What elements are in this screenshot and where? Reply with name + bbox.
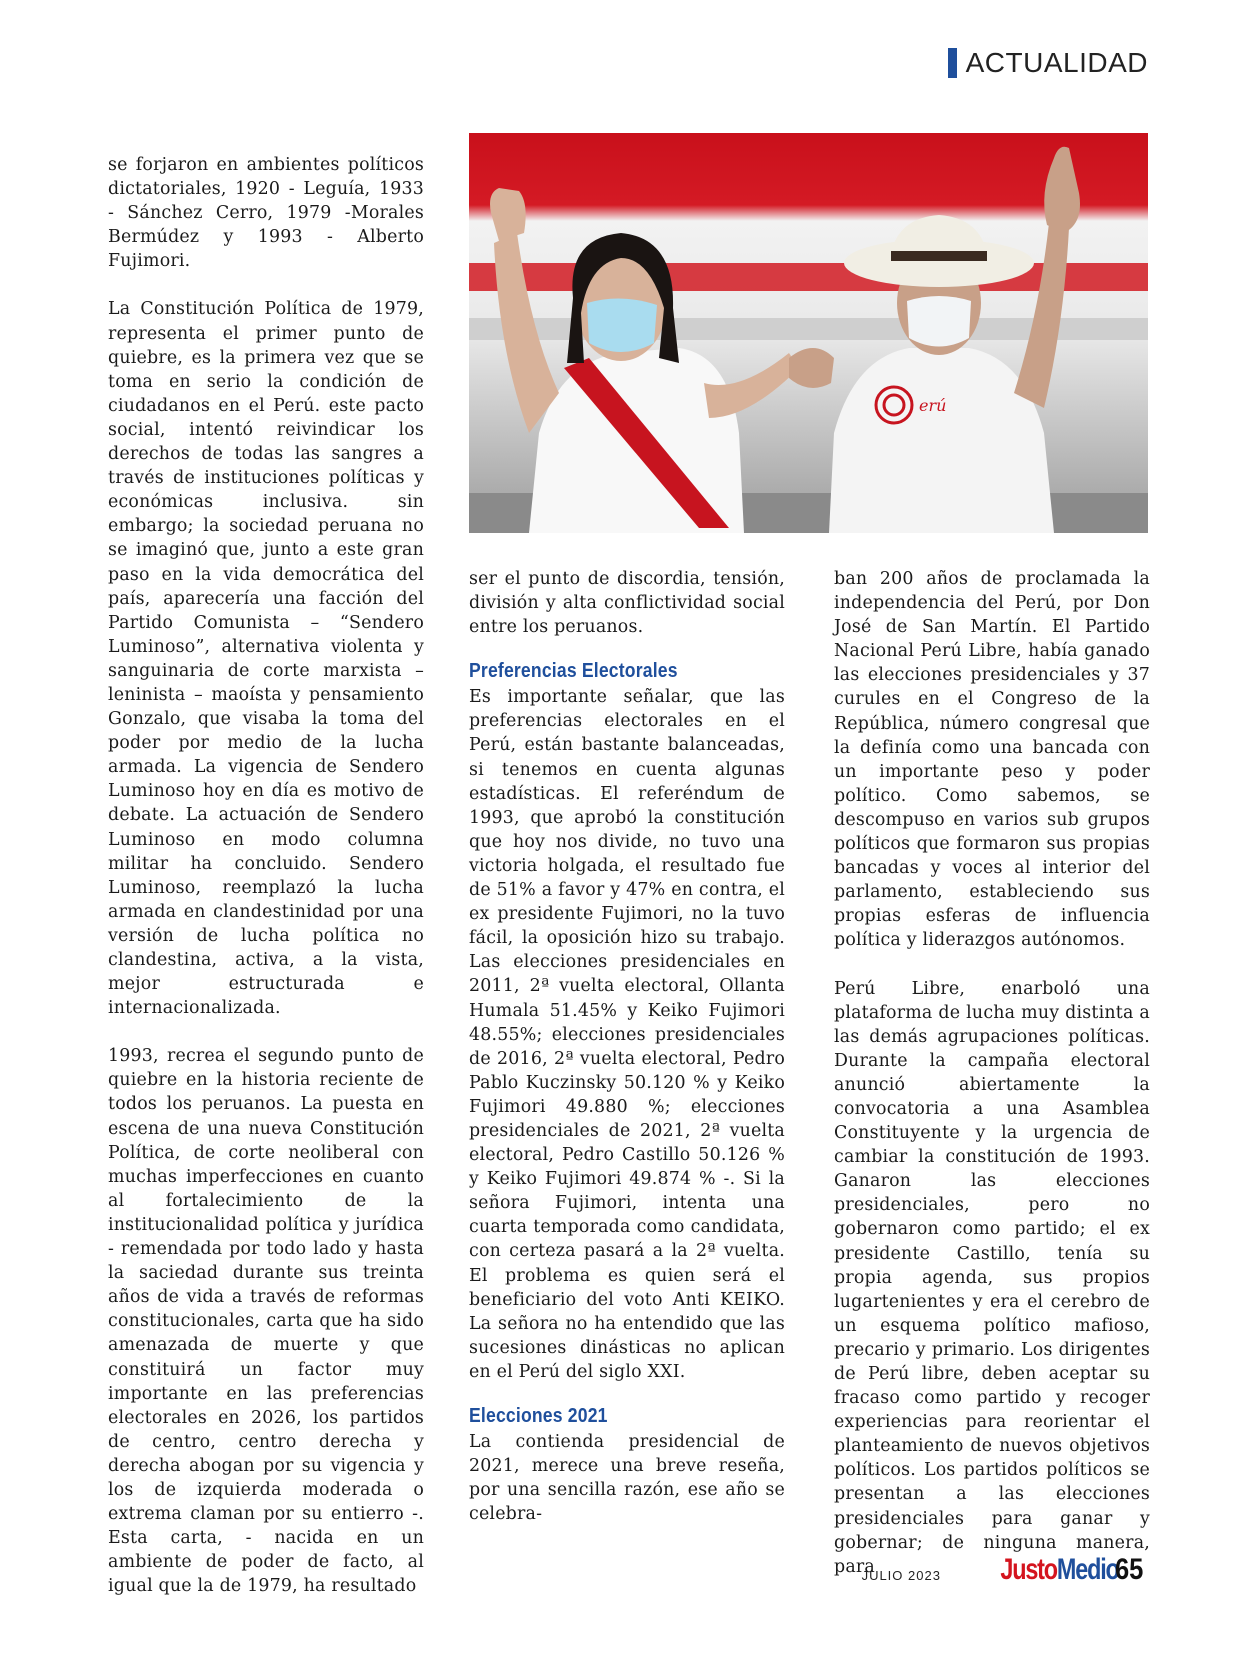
page-footer xyxy=(862,1550,1148,1590)
photo-illustration xyxy=(469,133,1148,533)
magazine-logo xyxy=(1000,1553,1118,1587)
paragraph: se forjaron en ambientes políticos dictatoriales, 1920 - Leguía, 1933 - Sánchez Cerro, 1979 -Morales Bermúdez y 1993 - Alberto Fujimori. xyxy=(108,155,424,272)
section-header xyxy=(948,48,1148,78)
paragraph: Perú Libre, enarboló una plataforma de lucha muy distinta a las demás agrupaciones políticas. Durante la campaña electoral anunció abiertamente la convocatoria a una Asamblea Constituyente y la urgencia de cambiar la constitución de 1993. Ganaron las elecciones presidenciales, pero no gobernaron como partido; el ex presidente Castillo, tenía su propia agenda, sus propios lugartenientes y era el cerebro de un esquema político mafioso, precario y primario. Los dirigentes de Perú libre, deben aceptar su fracaso como partido y recoger experiencias para reorientar el planteamiento de nuevos objetivos políticos. Los partidos políticos se presentan a las elecciones presidenciales para ganar y gobernar; de ninguna manera, para xyxy=(834,978,1150,1577)
article-column-1 xyxy=(108,153,424,1598)
article-photo xyxy=(469,133,1148,533)
section-label: ACTUALIDAD xyxy=(965,47,1148,78)
subheading: Elecciones 2021 xyxy=(469,1405,608,1427)
paragraph: La contienda presidencial de 2021, merece una breve reseña, por una sencilla razón, ese año se celebra- xyxy=(469,1432,785,1525)
paragraph: 1993, recrea el segundo punto de quiebre en la historia reciente de todos los peruanos. La puesta en escena de una nueva Constitución Política, de corte neoliberal con muchas imperfecciones en cuanto al fortalecimiento de la institucionalidad política y jurídica - remendada por todo lado y hasta la saciedad durante sus treinta años de vida a través de reformas constitucionales, carta que ha sido amenazada de muerte y que constituirá un factor muy importante en las preferencias electorales en 2026, los partidos de centro, centro derecha y derecha abogan por su vigencia y los de izquierda moderada o extrema claman por su entierro -. Esta carta, - nacida en un ambiente de poder de facto, al igual que la de 1979, ha resultado xyxy=(108,1046,424,1597)
logo-part-2: Medio xyxy=(1056,1553,1119,1586)
paragraph: La Constitución Política de 1979, representa el primer punto de quiebre, es la primera vez que se toma en serio la condición de ciudadanos en el Perú. este pacto social, intentó reivindicar los derechos de todas las sangres a través de instituciones políticas y económicas inclusiva. sin embargo; la sociedad peruana no se imaginó que, junto a este gran paso en la vida democrática del país, aparecería una facción del Partido Comunista – “Sendero Luminoso”, alternativa violenta y sanguinaria de corte marxista – leninista – maoísta y pensamiento Gonzalo, que visaba la toma del poder por medio de la lucha armada. La vigencia de Sendero Luminoso hoy en día es motivo de debate. La actuación de Sendero Luminoso en modo columna militar ha concluido. Sendero Luminoso, reemplazó la lucha armada en clandestinidad por una versión de lucha política no clandestina, activa, a la vista, mejor estructurada e internacionalizada. xyxy=(108,299,424,1019)
article-column-2 xyxy=(469,567,785,1526)
paragraph: ser el punto de discordia, tensión, división y alta conflictividad social entre los peruanos. xyxy=(469,569,785,638)
article-column-3 xyxy=(834,567,1150,1579)
subheading: Preferencias Electorales xyxy=(469,660,678,683)
shirt-lettering: erú xyxy=(919,396,947,415)
paragraph: ban 200 años de proclamada la independencia del Perú, por Don José de San Martín. El Partido Nacional Perú Libre, había ganado las elecciones presidenciales y 37 curules en el Congreso de la República, número congresal que la definía como una bancada con un importante peso y poder político. Como sabemos, se descompuso en varios sub grupos políticos que formaron sus propias bancadas y voces al interior del parlamento, estableciendo sus propias esferas de influencia política y liderazgos autónomos. xyxy=(834,569,1150,951)
paragraph: Es importante señalar, que las preferencias electorales en el Perú, están bastante balanceadas, si tenemos en cuenta algunas estadísticas. El referéndum de 1993, que aprobó la constitución que hoy nos divide, no tuvo una victoria holgada, el resultado fue de 51% a favor y 47% en contra, el ex presidente Fujimori, no la tuvo fácil, la oposición hizo su trabajo. Las elecciones presidenciales en 2011, 2ª vuelta electoral, Ollanta Humala 51.45% y Keiko Fujimori 48.55%; elecciones presidenciales de 2016, 2ª vuelta electoral, Pedro Pablo Kuczinsky 50.120 % y Keiko Fujimori 49.880 %; elecciones presidenciales de 2021, 2ª vuelta electoral, Pedro Castillo 50.126 % y Keiko Fujimori 49.874 % -. Si la señora Fujimori, intenta una cuarta temporada como candidata, con certeza pasará a la 2ª vuelta. El problema es quien será el beneficiario del voto Anti KEIKO. La señora no ha entendido que las sucesiones dinásticas no aplican en el Perú del siglo XXI. xyxy=(469,687,785,1382)
section-accent-bar xyxy=(948,48,957,78)
issue-date: JULIO 2023 xyxy=(861,1567,941,1583)
logo-part-1: Justo xyxy=(1000,1553,1057,1586)
page-number: 65 xyxy=(1114,1553,1143,1586)
